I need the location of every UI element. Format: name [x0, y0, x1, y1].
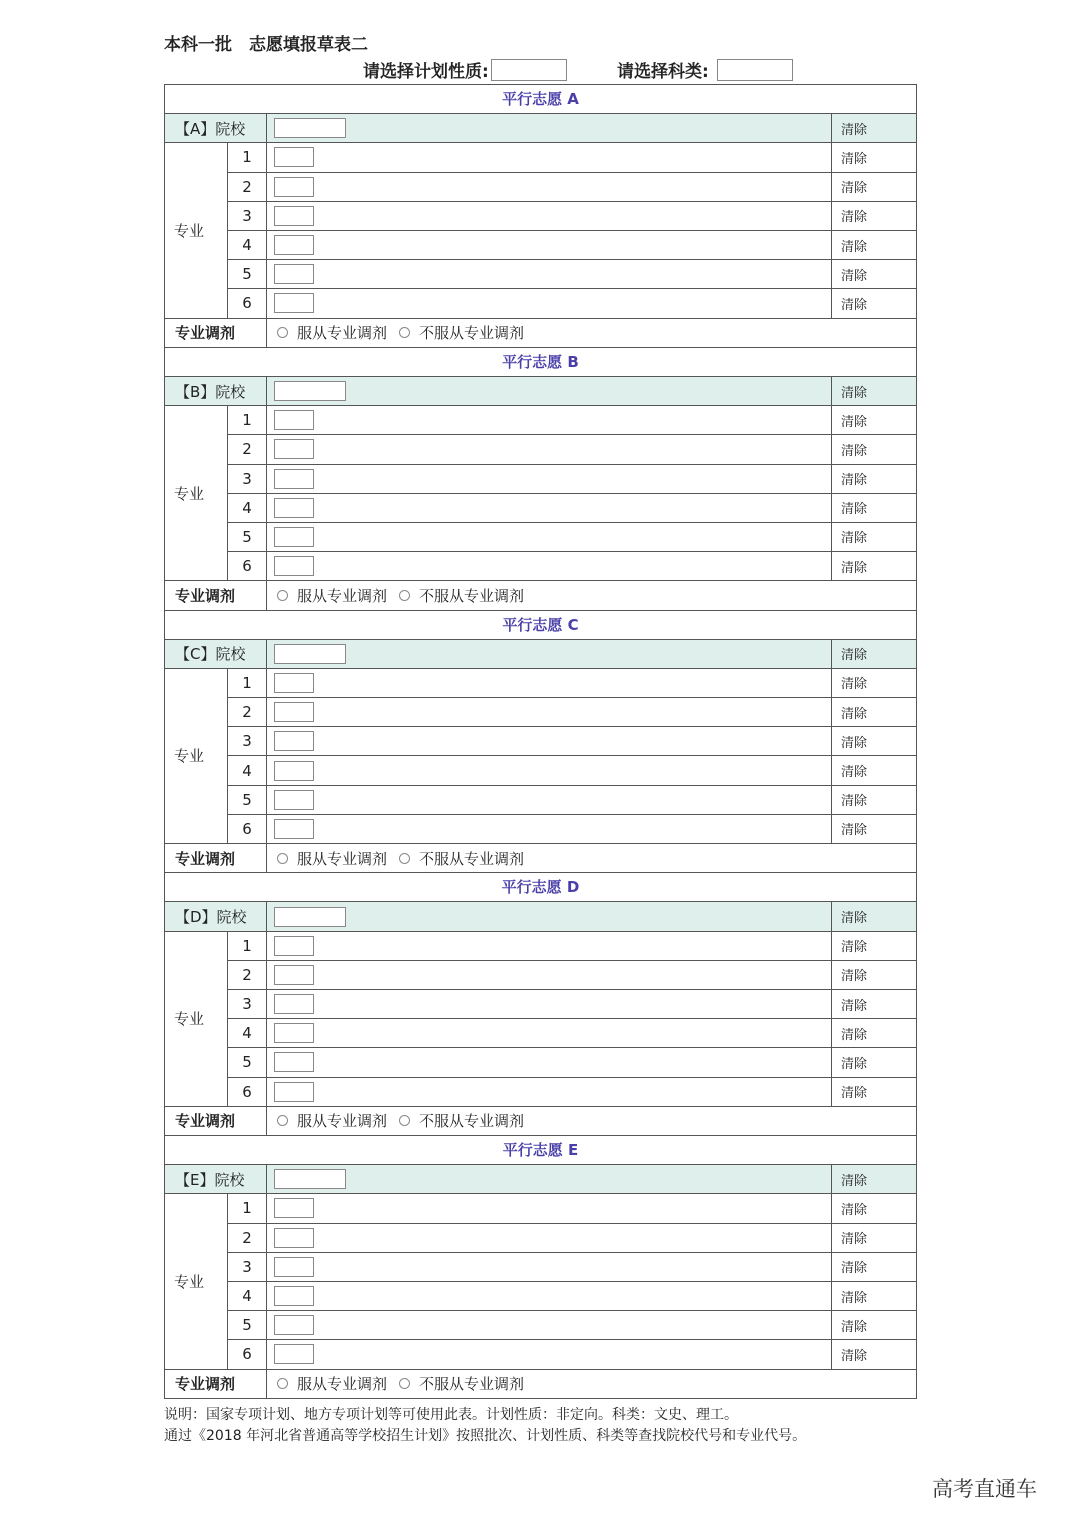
major-row [228, 1311, 916, 1340]
major-code-input[interactable] [274, 819, 314, 839]
major-code-input[interactable] [274, 994, 314, 1014]
major-number: 2 [228, 173, 267, 201]
major-code-input[interactable] [274, 1198, 314, 1218]
major-code-input[interactable] [274, 1286, 314, 1306]
clear-button[interactable]: 清除 [841, 911, 868, 927]
major-row [228, 1048, 916, 1077]
major-input-cell [267, 990, 832, 1018]
adjust-reject-option[interactable] [399, 585, 524, 606]
clear-button[interactable]: 清除 [841, 151, 868, 167]
radio-button[interactable] [277, 327, 288, 338]
school-label: 【E】院校 [165, 1165, 267, 1193]
major-code-input[interactable] [274, 469, 314, 489]
major-input-cell [267, 1253, 832, 1281]
preference-group [165, 348, 916, 611]
major-input-cell [267, 786, 832, 814]
major-block [165, 143, 916, 318]
major-code-input[interactable] [274, 439, 314, 459]
adjust-accept-label: 服从专业调剂 [297, 849, 388, 868]
major-number: 1 [228, 1194, 267, 1222]
major-number: 2 [228, 435, 267, 463]
major-input-cell [267, 1311, 832, 1339]
clear-button[interactable]: 清除 [841, 940, 868, 956]
adjust-options [267, 1370, 916, 1398]
major-input-cell [267, 669, 832, 697]
category-label: 请选择科类: [617, 62, 709, 82]
clear-button[interactable]: 清除 [841, 823, 868, 839]
preference-group [165, 873, 916, 1136]
clear-button[interactable]: 清除 [841, 794, 868, 810]
radio-button[interactable] [277, 1115, 288, 1126]
major-number: 3 [228, 465, 267, 493]
clear-button[interactable]: 清除 [841, 210, 868, 226]
school-row [165, 377, 916, 406]
adjust-reject-label: 不服从专业调剂 [419, 324, 525, 343]
adjust-reject-option[interactable] [399, 1110, 524, 1131]
school-row [165, 1165, 916, 1194]
major-number: 5 [228, 260, 267, 288]
major-number: 6 [228, 815, 267, 843]
major-rows [228, 669, 916, 844]
plan-type-label: 请选择计划性质: [363, 62, 489, 82]
major-row [228, 523, 916, 552]
clear-button[interactable]: 清除 [841, 560, 868, 576]
major-row [228, 990, 916, 1019]
adjust-accept-option[interactable] [277, 322, 387, 343]
major-code-input[interactable] [274, 1257, 314, 1277]
clear-button[interactable]: 清除 [841, 765, 868, 781]
major-number: 6 [228, 552, 267, 580]
adjust-accept-label: 服从专业调剂 [297, 586, 388, 605]
major-input-cell [267, 523, 832, 551]
major-row [228, 1019, 916, 1048]
clear-button[interactable]: 清除 [841, 1202, 868, 1218]
clear-button[interactable]: 清除 [841, 1027, 868, 1043]
major-row [228, 552, 916, 581]
major-input-cell [267, 756, 832, 784]
clear-button[interactable]: 清除 [841, 414, 868, 430]
group-header: 平行志愿 C [165, 611, 916, 640]
major-row [228, 1282, 916, 1311]
major-row [228, 260, 916, 289]
preference-group [165, 611, 916, 874]
clear-button[interactable]: 清除 [841, 1056, 868, 1072]
major-code-input[interactable] [274, 206, 314, 226]
major-label: 专业 [165, 406, 228, 581]
category-selector [617, 57, 793, 82]
clear-button[interactable]: 清除 [841, 531, 868, 547]
adjust-row [165, 319, 916, 348]
clear-button[interactable]: 清除 [841, 239, 868, 255]
preference-form [164, 84, 917, 1399]
major-label: 专业 [165, 1194, 228, 1369]
major-input-cell [267, 260, 832, 288]
radio-button[interactable] [277, 1378, 288, 1389]
major-row [228, 1253, 916, 1282]
clear-button[interactable]: 清除 [841, 122, 868, 138]
clear-button[interactable]: 清除 [841, 181, 868, 197]
adjust-reject-label: 不服从专业调剂 [419, 586, 525, 605]
adjust-reject-option[interactable] [399, 322, 524, 343]
clear-button[interactable]: 清除 [841, 1173, 868, 1189]
major-input-cell [267, 1282, 832, 1310]
clear-button[interactable]: 清除 [841, 268, 868, 284]
adjust-options [267, 319, 916, 347]
major-block [165, 1194, 916, 1369]
adjust-accept-label: 服从专业调剂 [297, 324, 388, 343]
major-code-input[interactable] [274, 936, 314, 956]
adjust-label: 专业调剂 [165, 1107, 267, 1135]
major-row [228, 698, 916, 727]
plan-type-input[interactable] [491, 59, 567, 81]
major-code-input[interactable] [274, 1228, 314, 1248]
clear-button[interactable]: 清除 [841, 706, 868, 722]
clear-button[interactable]: 清除 [841, 1348, 868, 1364]
clear-button[interactable]: 清除 [841, 443, 868, 459]
major-number: 1 [228, 932, 267, 960]
major-input-cell [267, 698, 832, 726]
major-number: 6 [228, 289, 267, 317]
clear-button[interactable]: 清除 [841, 998, 868, 1014]
major-row [228, 289, 916, 318]
adjust-label: 专业调剂 [165, 581, 267, 609]
school-input-cell [267, 902, 832, 930]
major-rows [228, 143, 916, 318]
school-input-cell [267, 640, 832, 668]
category-input[interactable] [717, 59, 793, 81]
clear-button[interactable]: 清除 [841, 735, 868, 751]
adjust-options [267, 581, 916, 609]
adjust-reject-option[interactable] [399, 848, 524, 869]
major-row [228, 406, 916, 435]
major-label: 专业 [165, 143, 228, 318]
major-code-input[interactable] [274, 965, 314, 985]
school-row [165, 640, 916, 669]
major-input-cell [267, 202, 832, 230]
major-code-input[interactable] [274, 410, 314, 430]
major-number: 4 [228, 756, 267, 784]
major-number: 5 [228, 1048, 267, 1076]
major-number: 3 [228, 202, 267, 230]
school-input-cell [267, 1165, 832, 1193]
notes [164, 1405, 806, 1447]
major-number: 4 [228, 1282, 267, 1310]
clear-button[interactable]: 清除 [841, 1232, 868, 1248]
adjust-options [267, 844, 916, 872]
school-code-input[interactable] [274, 1169, 346, 1189]
group-header: 平行志愿 B [165, 348, 916, 377]
major-input-cell [267, 1078, 832, 1106]
adjust-row [165, 581, 916, 610]
major-rows [228, 932, 916, 1107]
school-label: 【B】院校 [165, 377, 267, 405]
major-code-input[interactable] [274, 761, 314, 781]
school-code-input[interactable] [274, 118, 346, 138]
clear-button[interactable]: 清除 [841, 677, 868, 693]
clear-button[interactable]: 清除 [841, 385, 868, 401]
adjust-row [165, 1107, 916, 1136]
major-code-input[interactable] [274, 1315, 314, 1335]
school-label: 【D】院校 [165, 902, 267, 930]
major-number: 1 [228, 669, 267, 697]
major-number: 6 [228, 1078, 267, 1106]
major-number: 3 [228, 990, 267, 1018]
adjust-accept-label: 服从专业调剂 [297, 1112, 388, 1131]
adjust-accept-label: 服从专业调剂 [297, 1375, 388, 1394]
major-number: 5 [228, 1311, 267, 1339]
major-code-input[interactable] [274, 527, 314, 547]
major-input-cell [267, 435, 832, 463]
major-input-cell [267, 1340, 832, 1368]
major-code-input[interactable] [274, 498, 314, 518]
group-header: 平行志愿 E [165, 1136, 916, 1165]
major-number: 4 [228, 231, 267, 259]
adjust-accept-option[interactable] [277, 585, 387, 606]
major-input-cell [267, 961, 832, 989]
major-input-cell [267, 465, 832, 493]
major-code-input[interactable] [274, 1082, 314, 1102]
preference-group [165, 1136, 916, 1399]
major-row [228, 465, 916, 494]
form-title: 本科一批 志愿填报草表二 [164, 35, 368, 55]
major-number: 3 [228, 727, 267, 755]
major-rows [228, 406, 916, 581]
major-code-input[interactable] [274, 147, 314, 167]
major-code-input[interactable] [274, 1023, 314, 1043]
clear-button[interactable]: 清除 [841, 1086, 868, 1102]
adjust-reject-label: 不服从专业调剂 [419, 1375, 525, 1394]
major-block [165, 406, 916, 581]
school-code-input[interactable] [274, 907, 346, 927]
major-input-cell [267, 1019, 832, 1047]
major-row [228, 1194, 916, 1223]
major-number: 4 [228, 1019, 267, 1047]
radio-button[interactable] [399, 1115, 410, 1126]
adjust-accept-option[interactable] [277, 1373, 387, 1394]
major-input-cell [267, 552, 832, 580]
clear-button[interactable]: 清除 [841, 297, 868, 313]
major-input-cell [267, 1048, 832, 1076]
clear-button[interactable]: 清除 [841, 1319, 868, 1335]
school-input-cell [267, 377, 832, 405]
major-block [165, 669, 916, 844]
adjust-accept-option[interactable] [277, 848, 387, 869]
major-row [228, 1340, 916, 1369]
major-input-cell [267, 289, 832, 317]
major-input-cell [267, 1194, 832, 1222]
note-line-1: 说明：国家专项计划、地方专项计划等可使用此表。计划性质：非定向。科类：文史、理工。 [164, 1407, 738, 1423]
major-code-input[interactable] [274, 293, 314, 313]
major-code-input[interactable] [274, 731, 314, 751]
major-number: 2 [228, 1224, 267, 1252]
major-row [228, 815, 916, 844]
major-code-input[interactable] [274, 673, 314, 693]
school-label: 【C】院校 [165, 640, 267, 668]
major-number: 3 [228, 1253, 267, 1281]
major-input-cell [267, 1224, 832, 1252]
major-code-input[interactable] [274, 235, 314, 255]
major-row [228, 669, 916, 698]
adjust-label: 专业调剂 [165, 1370, 267, 1398]
clear-button[interactable]: 清除 [841, 502, 868, 518]
major-row [228, 786, 916, 815]
radio-button[interactable] [399, 590, 410, 601]
plan-type-selector [363, 57, 567, 82]
major-code-input[interactable] [274, 1344, 314, 1364]
adjust-label: 专业调剂 [165, 319, 267, 347]
major-row [228, 435, 916, 464]
clear-button[interactable]: 清除 [841, 1261, 868, 1277]
adjust-row [165, 1370, 916, 1399]
major-row [228, 727, 916, 756]
major-row [228, 173, 916, 202]
major-row [228, 494, 916, 523]
major-input-cell [267, 815, 832, 843]
school-row [165, 114, 916, 143]
major-number: 5 [228, 786, 267, 814]
major-row [228, 1078, 916, 1107]
major-code-input[interactable] [274, 1052, 314, 1072]
major-label: 专业 [165, 669, 228, 844]
major-code-input[interactable] [274, 790, 314, 810]
clear-button[interactable]: 清除 [841, 1290, 868, 1306]
major-row [228, 202, 916, 231]
major-input-cell [267, 932, 832, 960]
major-row [228, 756, 916, 785]
major-code-input[interactable] [274, 177, 314, 197]
school-row [165, 902, 916, 931]
adjust-reject-label: 不服从专业调剂 [419, 1112, 525, 1131]
major-code-input[interactable] [274, 556, 314, 576]
major-input-cell [267, 231, 832, 259]
major-input-cell [267, 143, 832, 171]
major-code-input[interactable] [274, 264, 314, 284]
major-row [228, 961, 916, 990]
radio-button[interactable] [399, 327, 410, 338]
major-block [165, 932, 916, 1107]
school-input-cell [267, 114, 832, 142]
major-number: 2 [228, 961, 267, 989]
adjust-label: 专业调剂 [165, 844, 267, 872]
radio-button[interactable] [399, 853, 410, 864]
note-line-2: 通过《2018 年河北省普通高等学校招生计划》按照批次、计划性质、科类等查找院校代号和专业代号。 [164, 1428, 807, 1444]
major-number: 1 [228, 406, 267, 434]
school-code-input[interactable] [274, 381, 346, 401]
major-number: 2 [228, 698, 267, 726]
major-input-cell [267, 173, 832, 201]
major-code-input[interactable] [274, 702, 314, 722]
preference-group [165, 85, 916, 348]
major-row [228, 143, 916, 172]
group-header: 平行志愿 A [165, 85, 916, 114]
adjust-row [165, 844, 916, 873]
group-header: 平行志愿 D [165, 873, 916, 902]
major-row [228, 231, 916, 260]
adjust-options [267, 1107, 916, 1135]
major-row [228, 932, 916, 961]
clear-button[interactable]: 清除 [841, 648, 868, 664]
radio-button[interactable] [277, 853, 288, 864]
major-label: 专业 [165, 932, 228, 1107]
major-number: 1 [228, 143, 267, 171]
major-row [228, 1224, 916, 1253]
adjust-reject-option[interactable] [399, 1373, 524, 1394]
radio-button[interactable] [399, 1378, 410, 1389]
school-code-input[interactable] [274, 644, 346, 664]
watermark: 高考直通车 [932, 1477, 1037, 1501]
major-number: 4 [228, 494, 267, 522]
major-input-cell [267, 406, 832, 434]
adjust-reject-label: 不服从专业调剂 [419, 849, 525, 868]
major-rows [228, 1194, 916, 1369]
clear-button[interactable]: 清除 [841, 473, 868, 489]
major-input-cell [267, 727, 832, 755]
major-number: 5 [228, 523, 267, 551]
radio-button[interactable] [277, 590, 288, 601]
major-input-cell [267, 494, 832, 522]
school-label: 【A】院校 [165, 114, 267, 142]
major-number: 6 [228, 1340, 267, 1368]
adjust-accept-option[interactable] [277, 1110, 387, 1131]
clear-button[interactable]: 清除 [841, 969, 868, 985]
